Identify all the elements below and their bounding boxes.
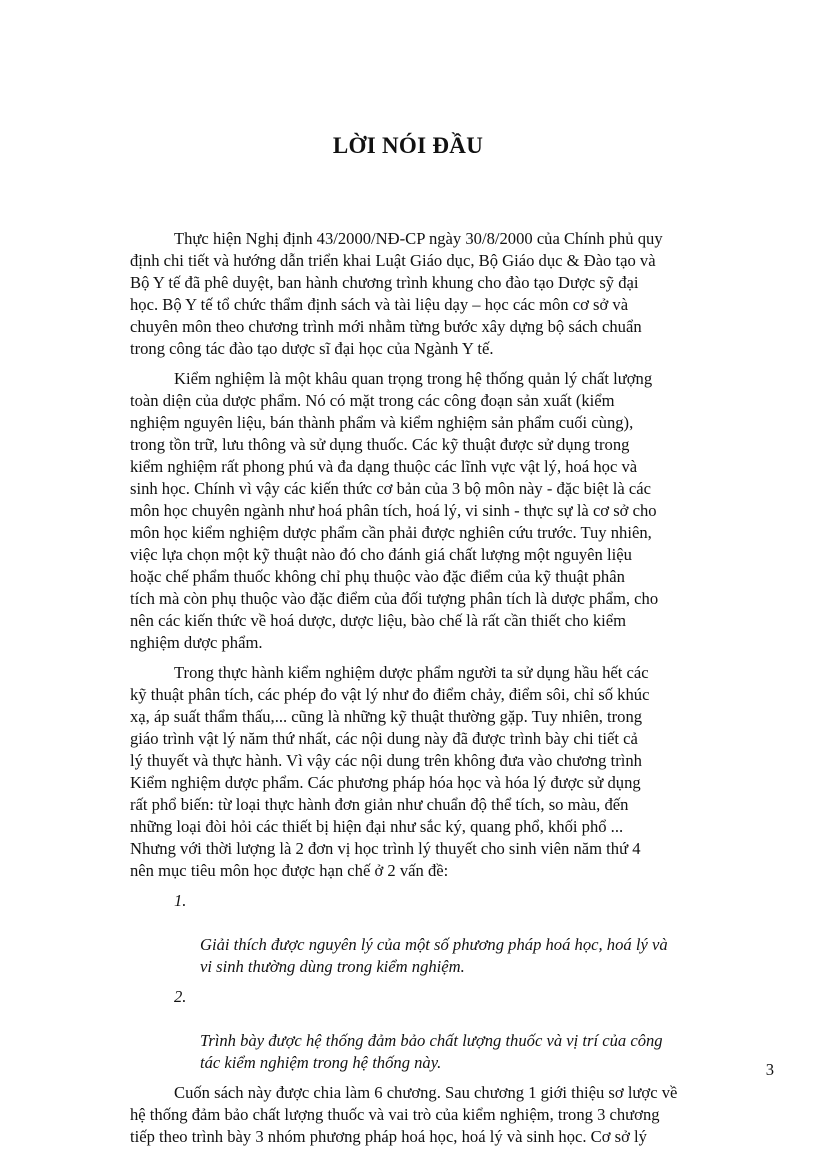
paragraph-intro: Thực hiện Nghị định 43/2000/NĐ-CP ngày 30/8/2000 của Chính phủ quy định chi tiết và hướng dẫn triển khai Luật Giáo dục, Bộ Giáo dục & Đào tạo và Bộ Y tế đã phê duyệt, ban hành chương trình khung cho đào tạo Dược sỹ đại học. Bộ Y tế tổ chức thẩm định sách và tài liệu dạy – học các môn cơ sở và chuyên môn theo chương trình mới nhằm từng bước xây dựng bộ sách chuẩn trong công tác đào tạo dược sĩ đại học của Ngành Y tế. [130, 229, 663, 358]
page-number: 3 [765, 1060, 774, 1079]
list-item-number: 1. [174, 891, 187, 910]
list-item-number: 2. [174, 987, 187, 1006]
document-body [130, 228, 774, 1156]
page-title: LỜI NÓI ĐẦU [332, 133, 484, 158]
paragraph-techniques: Trong thực hành kiểm nghiệm dược phẩm người ta sử dụng hầu hết các kỹ thuật phân tích, các phép đo vật lý như đo điểm chảy, điểm sôi, chỉ số khúc xạ, áp suất thẩm thấu,... cũng là những kỹ thuật thường gặp. Tuy nhiên, trong giáo trình vật lý năm thứ nhất, các nội dung này đã được trình bày chi tiết cả lý thuyết và thực hành. Vì vậy các nội dung trên không đưa vào chương trình Kiểm nghiệm dược phẩm. Các phương pháp hóa học và hóa lý được sử dụng rất phổ biến: từ loại thực hành đơn giản như chuẩn độ thể tích, so màu, đến những loại đòi hỏi các thiết bị hiện đại như sắc ký, quang phổ, khối phổ ... Nhưng với thời lượng là 2 đơn vị học trình lý thuyết cho sinh viên năm thứ 4 nên mục tiêu môn học được hạn chế ở 2 vấn đề: [130, 663, 650, 880]
objectives-list [130, 890, 774, 1074]
list-item [130, 890, 774, 978]
paragraph-quality-control: Kiểm nghiệm là một khâu quan trọng trong hệ thống quản lý chất lượng toàn diện của dược phẩm. Nó có mặt trong các công đoạn sản xuất (kiểm nghiệm nguyên liệu, bán thành phẩm và kiểm nghiệm sản phẩm cuối cùng), trong tồn trữ, lưu thông và sử dụng thuốc. Các kỹ thuật được sử dụng trong kiểm nghiệm rất phong phú và đa dạng thuộc các lĩnh vực vật lý, hoá học và sinh học. Chính vì vậy các kiến thức cơ bản của 3 bộ môn này - đặc biệt là các môn học chuyên ngành như hoá phân tích, hoá lý, vi sinh - thực sự là cơ sở cho môn học kiểm nghiệm dược phẩm cần phải được nghiên cứu trước. Tuy nhiên, việc lựa chọn một kỹ thuật nào đó cho đánh giá chất lượng một nguyên liệu hoặc chế phẩm thuốc không chỉ phụ thuộc vào đặc điểm của kỹ thuật phân tích mà còn phụ thuộc vào đặc điểm của đối tượng phân tích là dược phẩm, cho nên các kiến thức về hoá dược, dược liệu, bào chế là rất cần thiết cho kiểm nghiệm dược phẩm. [130, 369, 659, 652]
list-item-text: Giải thích được nguyên lý của một số phương pháp hoá học, hoá lý và vi sinh thường dùng trong kiểm nghiệm. [200, 935, 668, 976]
list-item [130, 986, 774, 1074]
list-item-text: Trình bày được hệ thống đảm bảo chất lượng thuốc và vị trí của công tác kiểm nghiệm trong hệ thống này. [200, 1031, 663, 1072]
paragraph-book-structure: Cuốn sách này được chia làm 6 chương. Sau chương 1 giới thiệu sơ lược về hệ thống đảm bảo chất lượng thuốc và vai trò của kiểm nghiệm, trong 3 chương tiếp theo trình bày 3 nhóm phương pháp hoá học, hoá lý và sinh học. Cơ sở lý [130, 1083, 678, 1146]
